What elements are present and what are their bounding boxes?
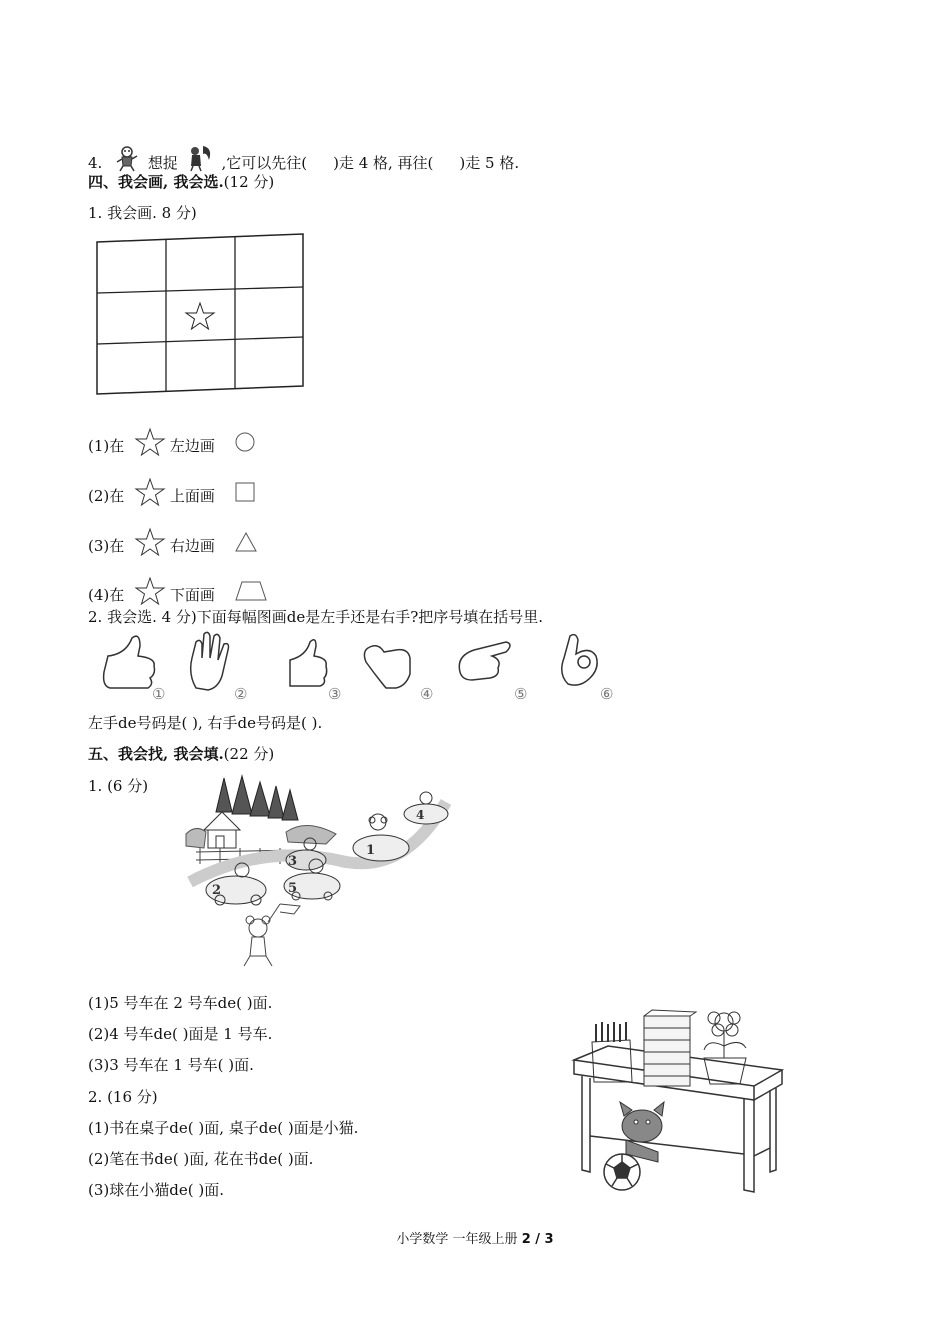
hand-label-6: ⑥ [600, 685, 614, 703]
house [204, 812, 240, 848]
hand-label-5: ⑤ [514, 685, 528, 703]
star-icon [135, 477, 165, 507]
grid-star-icon [186, 303, 214, 329]
page-footer [0, 1228, 950, 1247]
q4-line [88, 142, 519, 173]
draw-item-4 [88, 576, 268, 606]
car-2-number: 2 [212, 883, 222, 898]
hand-label-3: ③ [328, 685, 342, 703]
monkey-icon [113, 144, 141, 172]
section5-heading [88, 744, 274, 764]
draw-item-2-suffix: 上面画 [169, 487, 215, 505]
fist-hand-4 [364, 646, 410, 688]
table-scene-illustration [568, 1002, 788, 1198]
draw-item-3-prefix: (3)在 [88, 537, 125, 555]
draw-item-1-suffix: 左边画 [169, 437, 215, 455]
q2-item-3: (3)球在小猫de( )面. [88, 1181, 224, 1199]
section4-q2: 2. 我会选. 4 分)下面每幅图画de是左手还是右手?把序号填在括号里. [88, 608, 544, 626]
draw-item-1-prefix: (1)在 [88, 437, 125, 455]
star-icon [135, 427, 165, 457]
car-1 [353, 814, 409, 861]
page-number: 2 / 3 [521, 1232, 554, 1247]
circle-icon [234, 431, 256, 453]
pen-holder [592, 1022, 632, 1082]
drawing-grid [94, 230, 306, 396]
hands-answer-line: 左手de号码是( ), 右手de号码是( ). [88, 714, 323, 732]
q1-item-3: (3)3 号车在 1 号车( )面. [88, 1056, 254, 1074]
squirrel-icon [185, 142, 215, 172]
q4-text-2: ,它可以先往( [221, 154, 308, 172]
hand-label-4: ④ [420, 685, 434, 703]
q1-item-1: (1)5 号车在 2 号车de( )面. [88, 994, 273, 1012]
q4-number: 4. [88, 154, 103, 172]
hand-label-2: ② [234, 685, 248, 703]
section5-q1: 1. (6 分) [88, 777, 149, 795]
section4-q1: 1. 我会画. 8 分) [88, 204, 197, 222]
section4-title: 四、我会画, 我会选. [88, 173, 224, 191]
draw-item-4-suffix: 下面画 [169, 586, 215, 604]
car-3-number: 3 [288, 854, 298, 869]
car-4-number: 4 [416, 808, 425, 822]
section5-q2: 2. (16 分) [88, 1088, 158, 1106]
square-icon [234, 481, 256, 503]
star-icon [135, 527, 165, 557]
draw-item-3-suffix: 右边画 [169, 537, 215, 555]
draw-item-1 [88, 427, 256, 457]
soccer-ball [604, 1154, 640, 1190]
open-hand-2 [191, 632, 229, 690]
ok-hand-6 [562, 635, 597, 685]
draw-item-3 [88, 527, 258, 557]
q2-item-1: (1)书在桌子de( )面, 桌子de( )面是小猫. [88, 1119, 359, 1137]
q2-item-2: (2)笔在书de( )面, 花在书de( )面. [88, 1150, 314, 1168]
car-race-illustration [176, 772, 456, 972]
section5-title: 五、我会找, 我会填. [88, 745, 224, 763]
triangle-icon [234, 531, 258, 553]
q4-text-1: 想捉 [147, 154, 178, 172]
q4-text-3: )走 4 格, 再往( [333, 154, 434, 172]
thumbs-up-hand-1 [104, 636, 155, 688]
q4-text-4: )走 5 格. [459, 154, 520, 172]
section4-heading [88, 172, 274, 192]
hand-label-1: ① [152, 685, 166, 703]
footer-text: 小学数学 一年级上册 [396, 1232, 518, 1247]
thumbs-up-hand-3 [290, 640, 327, 686]
flower-pot [704, 1012, 746, 1084]
hands-row [96, 628, 626, 704]
section5-points: (22 分) [223, 745, 275, 763]
q1-item-2: (2)4 号车de( )面是 1 号车. [88, 1025, 273, 1043]
mouse-with-flag [244, 904, 300, 966]
star-icon [135, 576, 165, 606]
section4-points: (12 分) [223, 173, 275, 191]
draw-item-2 [88, 477, 256, 507]
car-5-number: 5 [288, 881, 298, 896]
pointing-hand-5 [459, 642, 510, 680]
cat [620, 1102, 664, 1162]
trapezoid-icon [234, 580, 268, 602]
car-1-number: 1 [366, 843, 376, 858]
book-stack [644, 1010, 696, 1086]
car-4 [404, 792, 448, 824]
draw-item-2-prefix: (2)在 [88, 487, 125, 505]
trees [216, 776, 298, 820]
draw-item-4-prefix: (4)在 [88, 586, 125, 604]
